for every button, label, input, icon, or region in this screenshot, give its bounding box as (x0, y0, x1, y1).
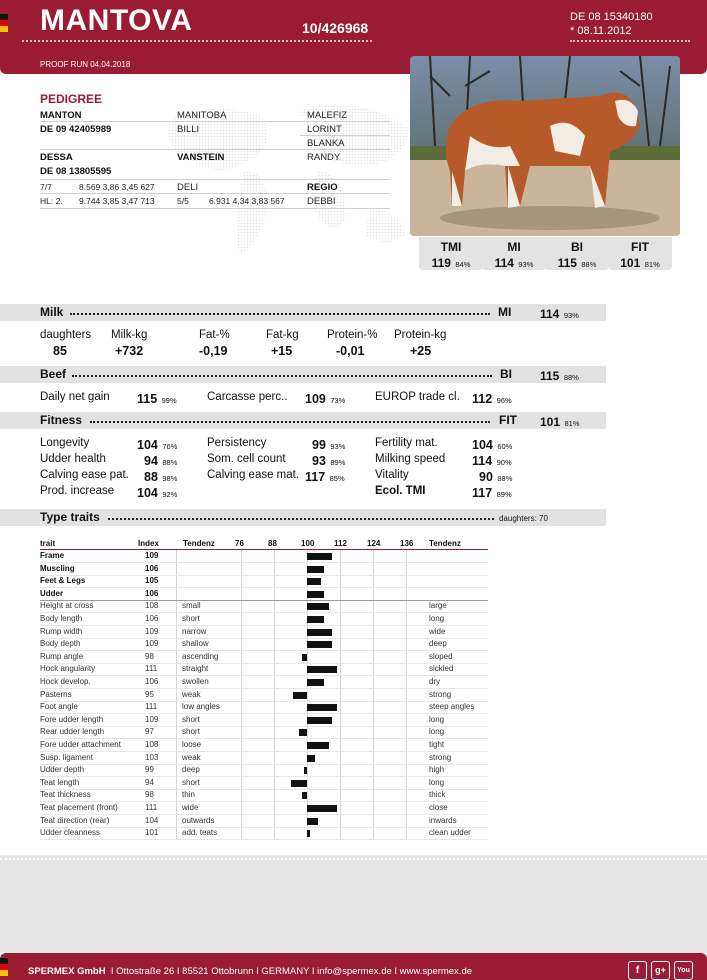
german-flag-icon (0, 958, 8, 976)
sire-sire-sire: MALEFIZ (307, 110, 348, 121)
dam-dam-sire: REGIO (307, 182, 338, 193)
tendenz-high: long (429, 777, 445, 787)
trait-name: Udder depth (40, 765, 85, 775)
tendenz-high: dry (429, 677, 441, 686)
trait-name: Hock develop. (40, 677, 91, 686)
scale-tick-label: 88 (268, 539, 277, 548)
footer-address: I Ottostraße 26 I 85521 Ottobrunn I GERMANY I info@spermex.de I www.spermex.de (110, 966, 473, 977)
trait-name: Teat thickness (40, 790, 91, 800)
fitness-item-value: 93 89% (312, 454, 346, 468)
tendenz-high: close (429, 803, 448, 812)
trait-name: Body depth (40, 639, 81, 649)
row-rule (40, 827, 488, 828)
trait-bar (307, 591, 324, 598)
trait-name: Foot angle (40, 702, 78, 712)
trait-name: Body length (40, 614, 83, 623)
trait-name: Udder cleanness (40, 828, 101, 838)
row-rule (40, 789, 488, 790)
proof-run: PROOF RUN 04.04.2018 (40, 60, 131, 69)
trait-index: 109 (145, 626, 159, 636)
tendenz-low: low angles (182, 702, 220, 712)
tendenz-low: short (182, 727, 200, 737)
index-box-mi: MI 114 93% (482, 237, 546, 270)
footer-contact (28, 966, 472, 977)
grid-line (373, 550, 374, 840)
tendenz-high: long (429, 614, 445, 623)
fitness-item-label: Calving ease mat. (207, 469, 300, 481)
tendenz-low: wide (182, 803, 199, 812)
trait-index: 98 (145, 790, 154, 800)
trait-name: Fore udder length (40, 714, 104, 724)
beef-index: 115 88% (540, 369, 579, 383)
fitness-item-value: 117 85% (305, 470, 345, 484)
trait-name: Rump width (40, 626, 83, 636)
bull-name: MANTOVA (40, 4, 193, 37)
trait-bar (304, 767, 307, 774)
dam-best-lactation-values: 9.744 3,85 3,47 713 (79, 196, 155, 206)
tendenz-low: short (182, 614, 200, 623)
beef-item-label: Daily net gain (40, 391, 110, 403)
tendenz-low: ascending (182, 651, 219, 661)
dam-lactation-values: 8.569 3,86 3,45 627 (79, 182, 155, 192)
row-rule (40, 751, 488, 752)
birth-date: * 08.11.2012 (570, 25, 632, 37)
row-rule (40, 650, 488, 651)
tendenz-high: steep angles (429, 702, 475, 712)
trait-name: Feet & Legs (40, 576, 86, 586)
fitness-item-label: Vitality (375, 469, 409, 481)
tendenz-low: shallow (182, 639, 209, 649)
trait-name: Rump angle (40, 651, 84, 661)
fitness-index: 101 81% (540, 415, 580, 429)
youtube-icon[interactable]: You (674, 961, 693, 980)
trait-index: 106 (145, 588, 159, 598)
fitness-item-label: Longevity (40, 437, 90, 449)
milk-kg-value: +732 (115, 344, 144, 358)
trait-bar (291, 780, 308, 787)
footer-grey-area (0, 855, 707, 953)
trait-bar (302, 792, 308, 799)
trait-bar (307, 818, 318, 825)
trait-name: Frame (40, 551, 65, 560)
fitness-item-label: Persistency (207, 437, 267, 449)
milk-tag: MI (498, 305, 512, 319)
row-rule (40, 612, 488, 613)
tendenz-high: deep (429, 639, 447, 649)
tendenz-high: sloped (429, 651, 453, 661)
index-box-bi: BI 115 88% (545, 237, 609, 270)
beef-item-value: 109 73% (305, 392, 346, 406)
fitness-item-label: Calving ease pat. (40, 469, 129, 481)
dam-dam-name: DELI (177, 182, 199, 193)
trait-bar (307, 578, 321, 585)
trait-index: 97 (145, 727, 154, 737)
dam-sire: VANSTEIN (177, 152, 225, 163)
row-rule (40, 726, 488, 727)
tendenz-low: swollen (182, 677, 209, 686)
tendenz-high: long (429, 727, 445, 737)
daughters-value: 85 (53, 344, 67, 358)
bull-code: 10/426968 (302, 20, 369, 36)
row-rule (40, 701, 488, 702)
beef-item-label: EUROP trade cl. (375, 391, 460, 403)
trait-bar (307, 666, 337, 673)
trait-index: 106 (145, 677, 159, 686)
dam-lactations: 7/7 (40, 182, 52, 192)
tendenz-high: long (429, 714, 445, 724)
fitness-item-value: 99 93% (312, 438, 346, 452)
trait-index: 99 (145, 765, 154, 775)
trait-index: 95 (145, 689, 154, 699)
beef-label: Beef (40, 367, 67, 381)
fitness-item-value: 104 60% (472, 438, 513, 452)
row-rule (40, 688, 488, 689)
tendenz-low: straight (182, 664, 209, 674)
trait-index: 106 (145, 563, 159, 573)
grid-line (176, 550, 177, 840)
trait-index: 104 (145, 815, 159, 825)
trait-index: 109 (145, 714, 159, 724)
fitness-item-value: 94 88% (144, 454, 178, 468)
fat-pct-label: Fat-% (199, 329, 230, 341)
trait-name: Susp. ligament (40, 752, 93, 762)
trait-bar (307, 717, 332, 724)
google-plus-icon[interactable]: g+ (651, 961, 670, 980)
trait-index: 111 (145, 702, 158, 712)
trait-bar (293, 692, 307, 699)
trait-index: 101 (145, 828, 159, 838)
trait-bar (307, 805, 337, 812)
fitness-item-label: Fertility mat. (375, 437, 438, 449)
row-rule (40, 575, 488, 576)
type-daughters: daughters: 70 (499, 514, 548, 523)
dam-name: DESSA (40, 152, 73, 163)
beef-tag: BI (500, 367, 512, 381)
fitness-tag: FIT (499, 413, 517, 427)
trait-bar (307, 641, 332, 648)
trait-index: 108 (145, 740, 159, 749)
index-header: Index (138, 539, 159, 548)
beef-item-label: Carcasse perc.. (207, 391, 288, 403)
row-rule (40, 713, 488, 714)
scale-tick-label: 124 (367, 539, 381, 548)
footer-company: SPERMEX GmbH (28, 966, 106, 977)
grid-line (340, 550, 341, 840)
tendenz-high-header: Tendenz (429, 539, 461, 548)
tendenz-low: weak (182, 689, 201, 699)
trait-index: 98 (145, 651, 154, 661)
dam-best-lactation: HL: 2. (40, 196, 63, 206)
fitness-item-value: 90 88% (479, 470, 513, 484)
trait-name: Udder (40, 588, 64, 598)
sire-name: MANTON (40, 110, 82, 121)
row-rule (40, 587, 488, 588)
scale-tick-label: 112 (334, 539, 347, 548)
trait-name: Fore udder attachment (40, 740, 121, 749)
row-rule (40, 675, 488, 676)
dam-dam-dam: DEBBI (307, 196, 336, 207)
tendenz-low: add. teats (182, 828, 218, 838)
grey-divider (0, 858, 707, 860)
trait-bar (307, 603, 329, 610)
trait-index: 111 (145, 803, 158, 812)
tendenz-low: thin (182, 790, 195, 800)
trait-name: Muscling (40, 563, 75, 573)
row-rule (40, 638, 488, 639)
row-rule (40, 776, 488, 777)
trait-bar (307, 679, 324, 686)
fitness-item-value: 104 76% (137, 438, 178, 452)
trait-name: Teat direction (rear) (40, 815, 110, 825)
scale-tick-label: 100 (301, 539, 315, 548)
tendenz-high: tight (429, 740, 445, 749)
trait-name: Teat length (40, 777, 80, 787)
milk-index: 114 93% (540, 307, 579, 321)
fat-kg-value: +15 (271, 344, 293, 358)
pedigree-title: PEDIGREE (40, 92, 103, 106)
fitness-item-value: 117 89% (472, 486, 512, 500)
fitness-label: Fitness (40, 413, 83, 427)
trait-name: Pasterns (40, 689, 72, 699)
row-rule (40, 625, 488, 626)
herdbook-id: DE 08 15340180 (570, 11, 653, 23)
trait-index: 108 (145, 601, 159, 611)
protein-pct-label: Protein-% (327, 329, 378, 341)
scale-tick-label: 76 (235, 539, 244, 548)
row-rule (40, 764, 488, 765)
sire-dam-dam: BLANKA (307, 138, 345, 149)
tendenz-low: small (182, 601, 201, 611)
dam-dam-lactations: 5/5 (177, 196, 189, 206)
tendenz-low: narrow (182, 626, 207, 636)
fat-kg-label: Fat-kg (266, 329, 299, 341)
row-rule (40, 600, 488, 601)
milk-kg-label: Milk-kg (111, 329, 148, 341)
trait-bar (307, 755, 315, 762)
tendenz-high: inwards (429, 815, 457, 825)
grid-line (274, 550, 275, 840)
grid-line (241, 550, 242, 840)
tendenz-low: deep (182, 765, 200, 775)
tendenz-high: clean udder (429, 828, 471, 838)
index-box-tmi: TMI 119 84% (419, 237, 483, 270)
index-box-fit: FIT 101 81% (608, 237, 672, 270)
trait-bar (307, 742, 329, 749)
fat-pct-value: -0,19 (199, 344, 228, 358)
row-rule (40, 562, 488, 563)
fitness-item-value: 114 90% (472, 454, 512, 468)
trait-bar (307, 566, 324, 573)
tendenz-low: loose (182, 740, 202, 749)
trait-name: Rear udder length (40, 727, 105, 737)
tendenz-low: outwards (182, 815, 215, 825)
facebook-icon[interactable]: f (628, 961, 647, 980)
tendenz-high: strong (429, 689, 452, 699)
type-traits-label: Type traits (40, 510, 100, 524)
trait-index: 105 (145, 576, 159, 586)
tendenz-high: large (429, 601, 447, 611)
protein-pct-value: -0,01 (336, 344, 365, 358)
trait-bar (307, 830, 310, 837)
trait-index: 109 (145, 551, 159, 560)
sire-dam-sire: LORINT (307, 124, 342, 135)
dam-dam-values: 6.931 4,34 3,83 567 (209, 196, 285, 206)
trait-bar (307, 616, 324, 623)
tendenz-low: short (182, 777, 200, 787)
table-header-rule (40, 549, 488, 550)
trait-bar (307, 553, 332, 560)
tendenz-high: thick (429, 790, 446, 800)
beef-item-value: 115 99% (137, 392, 177, 406)
trait-header: trait (40, 539, 56, 548)
dam-id: DE 08 13805595 (40, 166, 112, 177)
sire-sire: MANITOBA (177, 110, 227, 121)
trait-name: Hock angularity (40, 664, 96, 674)
trait-index: 106 (145, 614, 159, 623)
trait-index: 109 (145, 639, 159, 649)
trait-index: 103 (145, 752, 159, 762)
tendenz-low-header: Tendenz (183, 539, 215, 548)
tendenz-high: sickled (429, 664, 454, 674)
trait-bar (307, 629, 332, 636)
daughters-label: daughters (40, 329, 92, 341)
tendenz-low: short (182, 714, 200, 724)
trait-index: 94 (145, 777, 154, 787)
fitness-item-label: Ecol. TMI (375, 485, 426, 497)
fitness-item-label: Som. cell count (207, 453, 286, 465)
fitness-item-label: Prod. increase (40, 485, 115, 497)
tendenz-high: high (429, 765, 445, 775)
trait-bar (299, 729, 307, 736)
trait-bar (302, 654, 308, 661)
trait-name: Height at cross (40, 601, 94, 611)
trait-index: 111 (145, 664, 158, 674)
protein-kg-label: Protein-kg (394, 329, 447, 341)
fitness-item-value: 88 98% (144, 470, 178, 484)
beef-item-value: 112 96% (472, 392, 512, 406)
row-rule (40, 839, 488, 840)
trait-name: Teat placement (front) (40, 803, 118, 812)
row-rule (40, 663, 488, 664)
scale-tick-label: 136 (400, 539, 414, 548)
tendenz-low: weak (182, 752, 201, 762)
dam-sire-sire: RANDY (307, 152, 341, 163)
milk-label: Milk (40, 305, 64, 319)
fitness-item-value: 104 92% (137, 486, 178, 500)
sire-dam: BILLI (177, 124, 200, 135)
sire-id: DE 09 42405989 (40, 124, 112, 135)
fitness-item-label: Udder health (40, 453, 106, 465)
tendenz-high: strong (429, 752, 452, 762)
tendenz-high: wide (429, 626, 446, 636)
grid-line (406, 550, 407, 840)
trait-bar (307, 704, 337, 711)
protein-kg-value: +25 (410, 344, 432, 358)
fitness-item-label: Milking speed (375, 453, 446, 465)
